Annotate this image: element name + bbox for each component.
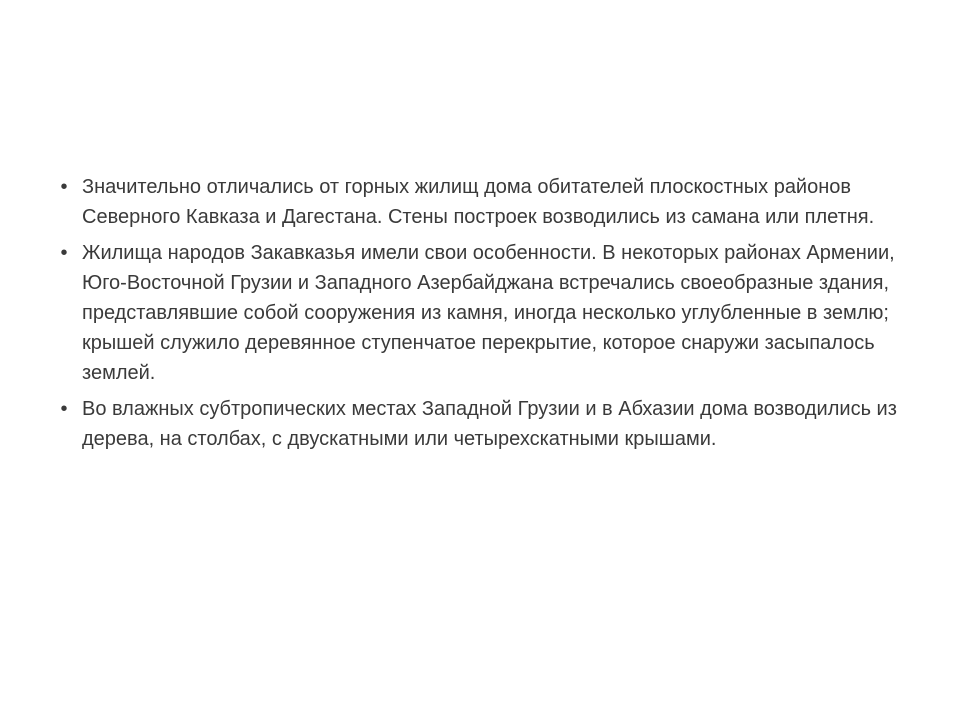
list-item — [58, 394, 908, 454]
bullet-dot-icon: • — [60, 242, 68, 264]
bullet-list — [58, 172, 908, 454]
bullet-text: Жилища народов Закавказья имели свои особенности. В некоторых районах Армении, Юго-Восточной Грузии и Западного Азербайджана встречались своеобразные здания, представлявшие собой сооружения из камня, иногда несколько углубленные в землю; крышей служило деревянное ступенчатое перекрытие, которое снаружи засыпалось землей. — [82, 242, 895, 384]
bullet-dot-icon: • — [60, 176, 68, 198]
bullet-text: Во влажных субтропических местах Западной Грузии и в Абхазии дома возводились из дерева, на столбах, с двускатными или четырехскатными крышами. — [82, 398, 897, 450]
bullet-text: Значительно отличались от горных жилищ дома обитателей плоскостных районов Северного Кавказа и Дагестана. Стены построек возводились из самана или плетня. — [82, 176, 875, 228]
text-content — [58, 172, 908, 460]
list-item — [58, 172, 908, 232]
list-item — [58, 238, 908, 388]
bullet-dot-icon: • — [60, 398, 68, 420]
